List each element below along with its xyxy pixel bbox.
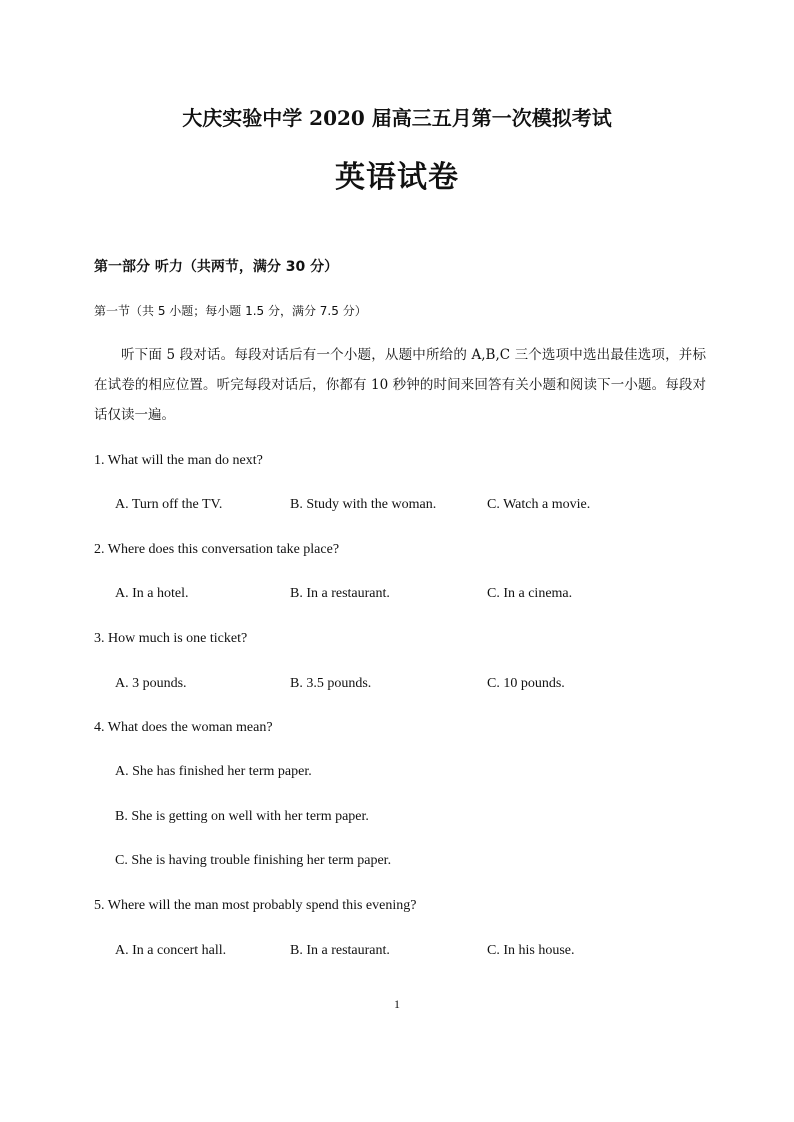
question-1-option-c: C. Watch a movie.	[487, 497, 591, 512]
question-2: 2. Where does this conversation take place?	[94, 542, 340, 557]
question-5-option-a: A. In a concert hall.	[115, 943, 227, 958]
question-4-option-b: B. She is getting on well with her term paper.	[115, 809, 369, 824]
question-2-option-c: C. In a cinema.	[487, 586, 573, 601]
question-1: 1. What will the man do next?	[94, 453, 263, 468]
question-3-option-a: A. 3 pounds.	[115, 676, 187, 691]
question-3-option-c: C. 10 pounds.	[487, 676, 565, 691]
question-3-option-b: B. 3.5 pounds.	[290, 676, 372, 691]
question-2-option-b: B. In a restaurant.	[290, 586, 390, 601]
question-4-option-c: C. She is having trouble finishing her term paper.	[115, 853, 392, 868]
section-one-heading: 第一节（共 5 小题；每小题 1.5 分，满分 7.5 分）	[94, 304, 367, 318]
page-number: 1	[394, 997, 400, 1011]
subject-title: 英语试卷	[335, 160, 459, 195]
section-instructions: 听下面 5 段对话。每段对话后有一个小题，从题中所给的 A,B,C 三个选项中选出最佳选项，并标在试卷的相应位置。听完每段对话后，你都有 10 秒钟的时间来回答有关小题和阅读下一小题。每段对话仅读一遍。	[94, 347, 706, 423]
question-5: 5. Where will the man most probably spend this evening?	[94, 898, 417, 913]
question-4: 4. What does the woman mean?	[94, 720, 273, 735]
question-3: 3. How much is one ticket?	[94, 631, 248, 646]
question-1-option-a: A. Turn off the TV.	[115, 497, 223, 512]
question-5-option-c: C. In his house.	[487, 943, 575, 958]
part-one-heading: 第一部分 听力（共两节，满分 30 分）	[94, 259, 339, 275]
question-1-option-b: B. Study with the woman.	[290, 497, 437, 512]
question-2-option-a: A. In a hotel.	[115, 586, 189, 601]
question-5-option-b: B. In a restaurant.	[290, 943, 390, 958]
question-4-option-a: A. She has finished her term paper.	[115, 764, 312, 779]
exam-title: 大庆实验中学 2020 届高三五月第一次模拟考试	[182, 106, 612, 130]
